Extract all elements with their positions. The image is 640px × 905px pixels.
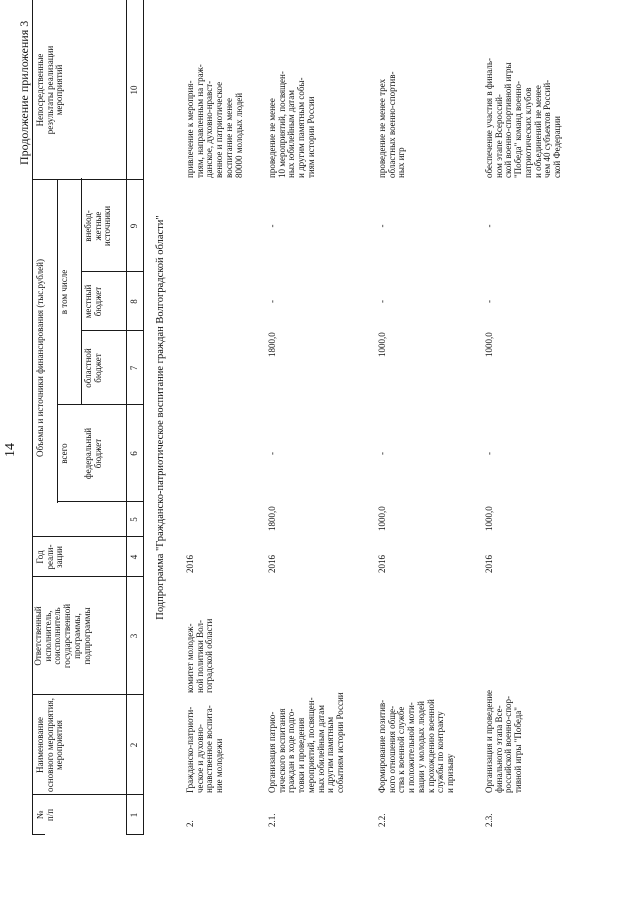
row-total: 1000,0	[484, 506, 494, 531]
col-number: 7	[129, 365, 139, 371]
row-result: обеспечение участия в финаль- ном этапе Всероссий- ской военно-спортивной игры "Победа" команд военно- патриотических клубов и объединений не менее чем 40 субъектов Россий- ской Федерации	[484, 58, 563, 178]
row-local: -	[377, 300, 387, 303]
row-extrabudget: -	[377, 224, 387, 228]
col-number: 1	[129, 812, 139, 818]
row-regional: 1000,0	[377, 332, 387, 357]
row-number: 2.	[185, 820, 195, 827]
row-result: проведение не менее 10 мероприятий, посвящен- ных юбилейным датам и другим памятным собы- тиям истории России	[267, 71, 316, 178]
col-number: 9	[129, 223, 139, 229]
row-year: 2016	[377, 555, 387, 573]
header-in-that: в том числе	[59, 269, 69, 315]
row-federal: -	[377, 452, 387, 455]
row-federal: -	[267, 452, 277, 455]
in-that-divider	[81, 178, 82, 405]
row-regional: 1800,0	[267, 332, 277, 357]
row-activity-name: Организация патрио- тического воспитания граждан в ходе подго- товки и проведения мероприятий, посвящен- ных юбилейным датам и другим памятным событиям истории России	[267, 692, 346, 793]
row-number: 2.2.	[377, 813, 387, 827]
row-activity-name: Организация и проведение финального этапа Все- российской военно-спор- тивной игры "Победа"	[484, 689, 524, 793]
row-year: 2016	[267, 555, 277, 573]
row-extrabudget: -	[484, 224, 494, 228]
subprogram-title: Подпрограмма "Гражданско-патриотическое воспитание граждан Волгоградской области"	[155, 215, 166, 620]
row-activity-name: Формирование позитив- ного отношения обще- ства к военной службе и положительной моти- вации у молодых людей к прохождению военной службы по контракту и призыву	[377, 699, 456, 793]
row-number: 2.1.	[267, 813, 277, 827]
col-number: 2	[129, 742, 139, 748]
col-number: 3	[129, 633, 139, 639]
header-federal: федеральный бюджет	[83, 427, 103, 480]
row-local: -	[484, 300, 494, 303]
row-activity-name: Гражданско-патриоти- ческое и духовно- нравственное воспита- ние молодежи	[185, 705, 225, 793]
header-regional: областной бюджет	[83, 348, 103, 388]
number-row-bottom-line	[143, 0, 144, 835]
header-bottom-line	[126, 0, 127, 835]
page-number: 14	[3, 443, 18, 457]
row-result: проведение не менее трех областных военно-спортив- ных игр	[377, 71, 407, 178]
row-number: 2.3.	[484, 813, 494, 827]
row-total: 1800,0	[267, 506, 277, 531]
row-extrabudget: -	[267, 224, 277, 228]
financing-header-divider	[57, 179, 58, 503]
header-total: всего	[59, 443, 69, 464]
row-result: привлечение к мероприя- тиям, направленным на граж- данское, духовно-нравст- венное и патриотическое воспитание не менее 80000 молодых людей	[185, 64, 244, 178]
row-local: -	[267, 300, 277, 303]
row-executor: комитет молодеж- ной политики Вол- гоградской области	[185, 618, 215, 693]
col-number: 4	[129, 554, 139, 560]
row-year: 2016	[484, 555, 494, 573]
col-number: 10	[129, 85, 139, 95]
row-federal: -	[484, 452, 494, 455]
header-activity-name: Наименование основного мероприятия, мероприятия	[35, 698, 65, 792]
col-number: 8	[129, 299, 139, 304]
col-number: 6	[129, 451, 139, 456]
header-extrabudget: внебюд- жетные источники	[83, 205, 113, 247]
header-num: № п/п	[35, 808, 55, 822]
col-number: 5	[129, 517, 139, 522]
header-financing: Объемы и источники финансирования (тыс.рублей)	[35, 259, 45, 457]
header-executor: Ответственный исполнитель, соисполнитель государственной программы, подпрограммы	[33, 603, 92, 669]
header-results: Непосредственные результаты реализации мероприятий	[35, 45, 65, 135]
header-year: Год реали- зации	[35, 544, 65, 570]
header-local: местный бюджет	[83, 284, 103, 319]
table-top-border	[32, 0, 33, 835]
appendix-continuation-note: Продолжение приложения 3	[17, 20, 31, 165]
row-year: 2016	[185, 555, 195, 573]
row-regional: 1000,0	[484, 332, 494, 357]
row-total: 1000,0	[377, 506, 387, 531]
